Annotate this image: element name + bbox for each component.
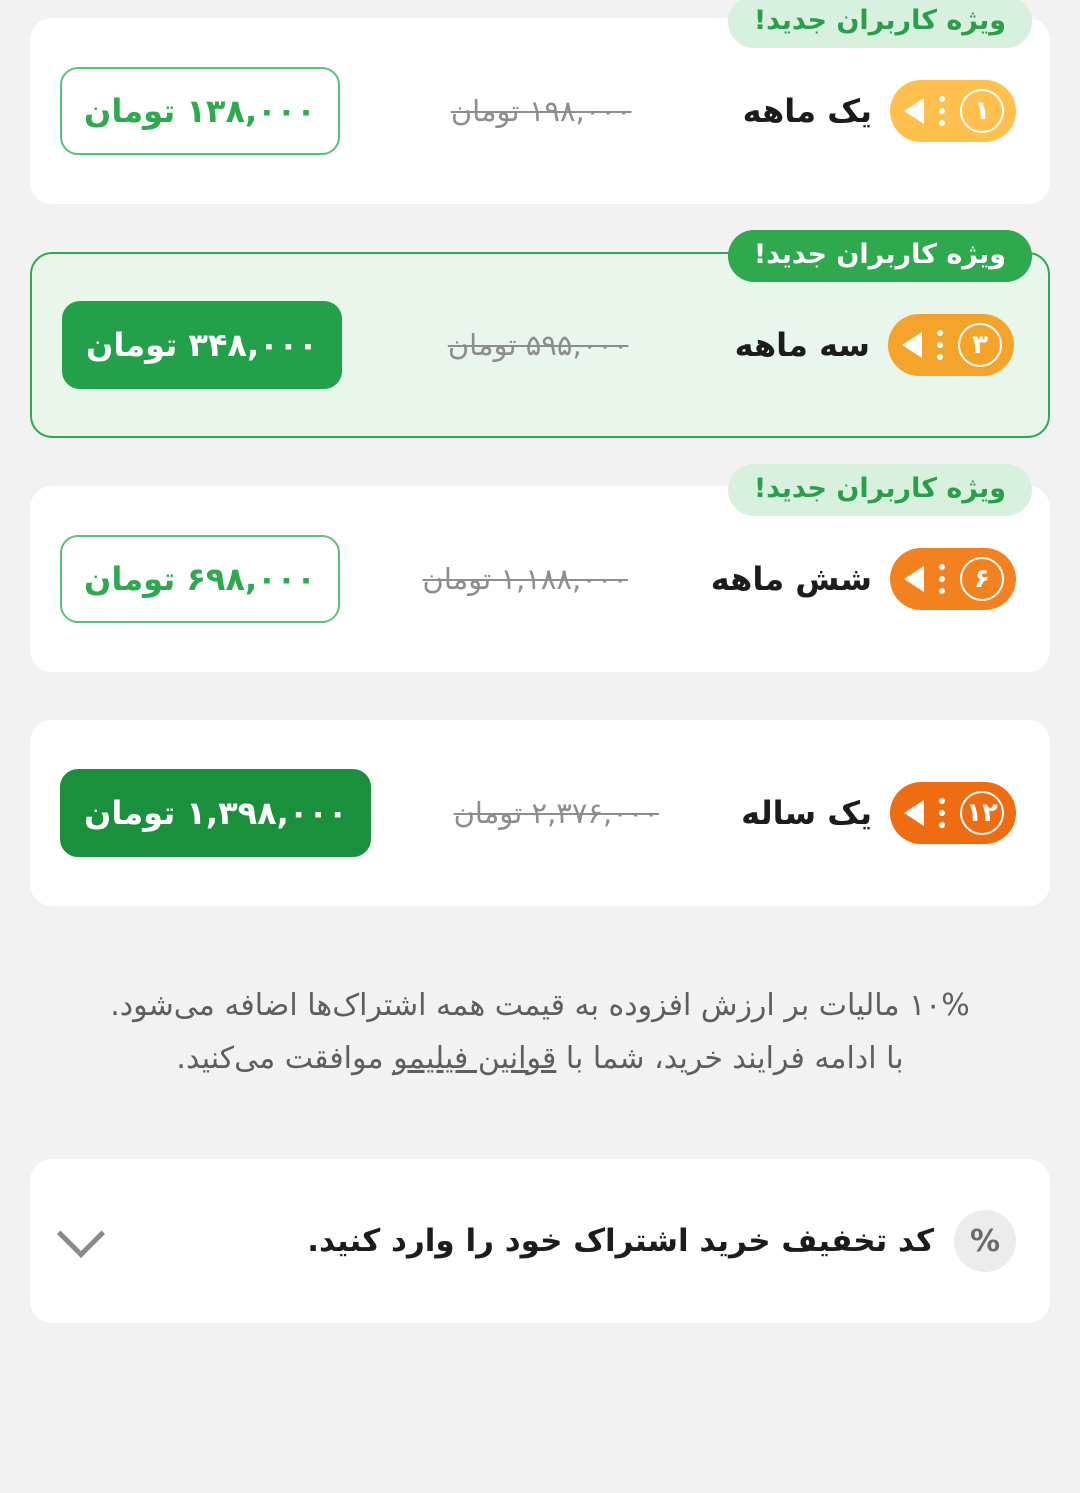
ticket-month-count: ۳ bbox=[958, 323, 1002, 367]
ticket-perforation bbox=[937, 330, 943, 360]
discount-code-section[interactable] bbox=[30, 1159, 1050, 1323]
plan-price-button[interactable]: ۳۴۸,۰۰۰ تومان bbox=[62, 301, 342, 389]
terms-suffix: موافقت می‌کنید. bbox=[176, 1040, 394, 1076]
plan-duration-label: یک ساله bbox=[741, 794, 872, 832]
tax-note: ۱۰% مالیات بر ارزش افزوده به قیمت همه اشتراک‌ها اضافه می‌شود. bbox=[110, 988, 970, 1023]
plan-right-group bbox=[741, 782, 1016, 844]
discount-right-group bbox=[307, 1210, 1016, 1272]
plan-old-price: ۱,۱۸۸,۰۰۰ تومان bbox=[422, 562, 628, 596]
ticket-month-count: ۱۲ bbox=[960, 791, 1004, 835]
plan-badge: ویژه کاربران جدید! bbox=[728, 0, 1032, 48]
plan-wrapper bbox=[30, 473, 1050, 672]
plan-duration-label: یک ماهه bbox=[742, 92, 872, 130]
legal-notes bbox=[40, 980, 1040, 1085]
ticket-icon bbox=[890, 782, 1016, 844]
terms-note bbox=[40, 1033, 1040, 1086]
terms-prefix: با ادامه فرایند خرید، شما با bbox=[556, 1040, 904, 1076]
plan-old-price: ۲,۳۷۶,۰۰۰ تومان bbox=[453, 796, 659, 830]
plan-wrapper bbox=[30, 239, 1050, 438]
ticket-icon bbox=[890, 80, 1016, 142]
play-icon bbox=[904, 800, 924, 826]
play-icon bbox=[904, 98, 924, 124]
chevron-down-icon[interactable] bbox=[57, 1210, 105, 1258]
play-icon bbox=[902, 332, 922, 358]
plan-price-button[interactable]: ۶۹۸,۰۰۰ تومان bbox=[60, 535, 340, 623]
plan-price-button[interactable]: ۱,۳۹۸,۰۰۰ تومان bbox=[60, 769, 371, 857]
plan-duration-label: سه ماهه bbox=[734, 326, 870, 364]
plan-badge: ویژه کاربران جدید! bbox=[728, 464, 1032, 516]
ticket-icon bbox=[890, 548, 1016, 610]
plan-right-group bbox=[711, 548, 1016, 610]
plan-right-group bbox=[743, 80, 1016, 142]
plan-old-price: ۵۹۵,۰۰۰ تومان bbox=[447, 328, 629, 362]
plan-wrapper bbox=[30, 720, 1050, 906]
ticket-month-count: ۱ bbox=[960, 89, 1004, 133]
ticket-perforation bbox=[939, 798, 945, 828]
discount-title: کد تخفیف خرید اشتراک خود را وارد کنید. bbox=[307, 1223, 934, 1259]
plan-wrapper bbox=[30, 5, 1050, 204]
plan-old-price: ۱۹۸,۰۰۰ تومان bbox=[450, 94, 632, 128]
terms-link[interactable]: قوانین فیلیمو bbox=[393, 1040, 557, 1076]
plan-card-one-year[interactable] bbox=[30, 720, 1050, 906]
plan-duration-label: شش ماهه bbox=[710, 560, 872, 598]
plan-price-button[interactable]: ۱۳۸,۰۰۰ تومان bbox=[60, 67, 340, 155]
ticket-perforation bbox=[939, 96, 945, 126]
plan-badge: ویژه کاربران جدید! bbox=[728, 230, 1032, 282]
play-icon bbox=[904, 566, 924, 592]
percent-icon: % bbox=[954, 1210, 1016, 1272]
ticket-perforation bbox=[939, 564, 945, 594]
ticket-month-count: ۶ bbox=[960, 557, 1004, 601]
ticket-icon bbox=[888, 314, 1014, 376]
plan-right-group bbox=[735, 314, 1014, 376]
